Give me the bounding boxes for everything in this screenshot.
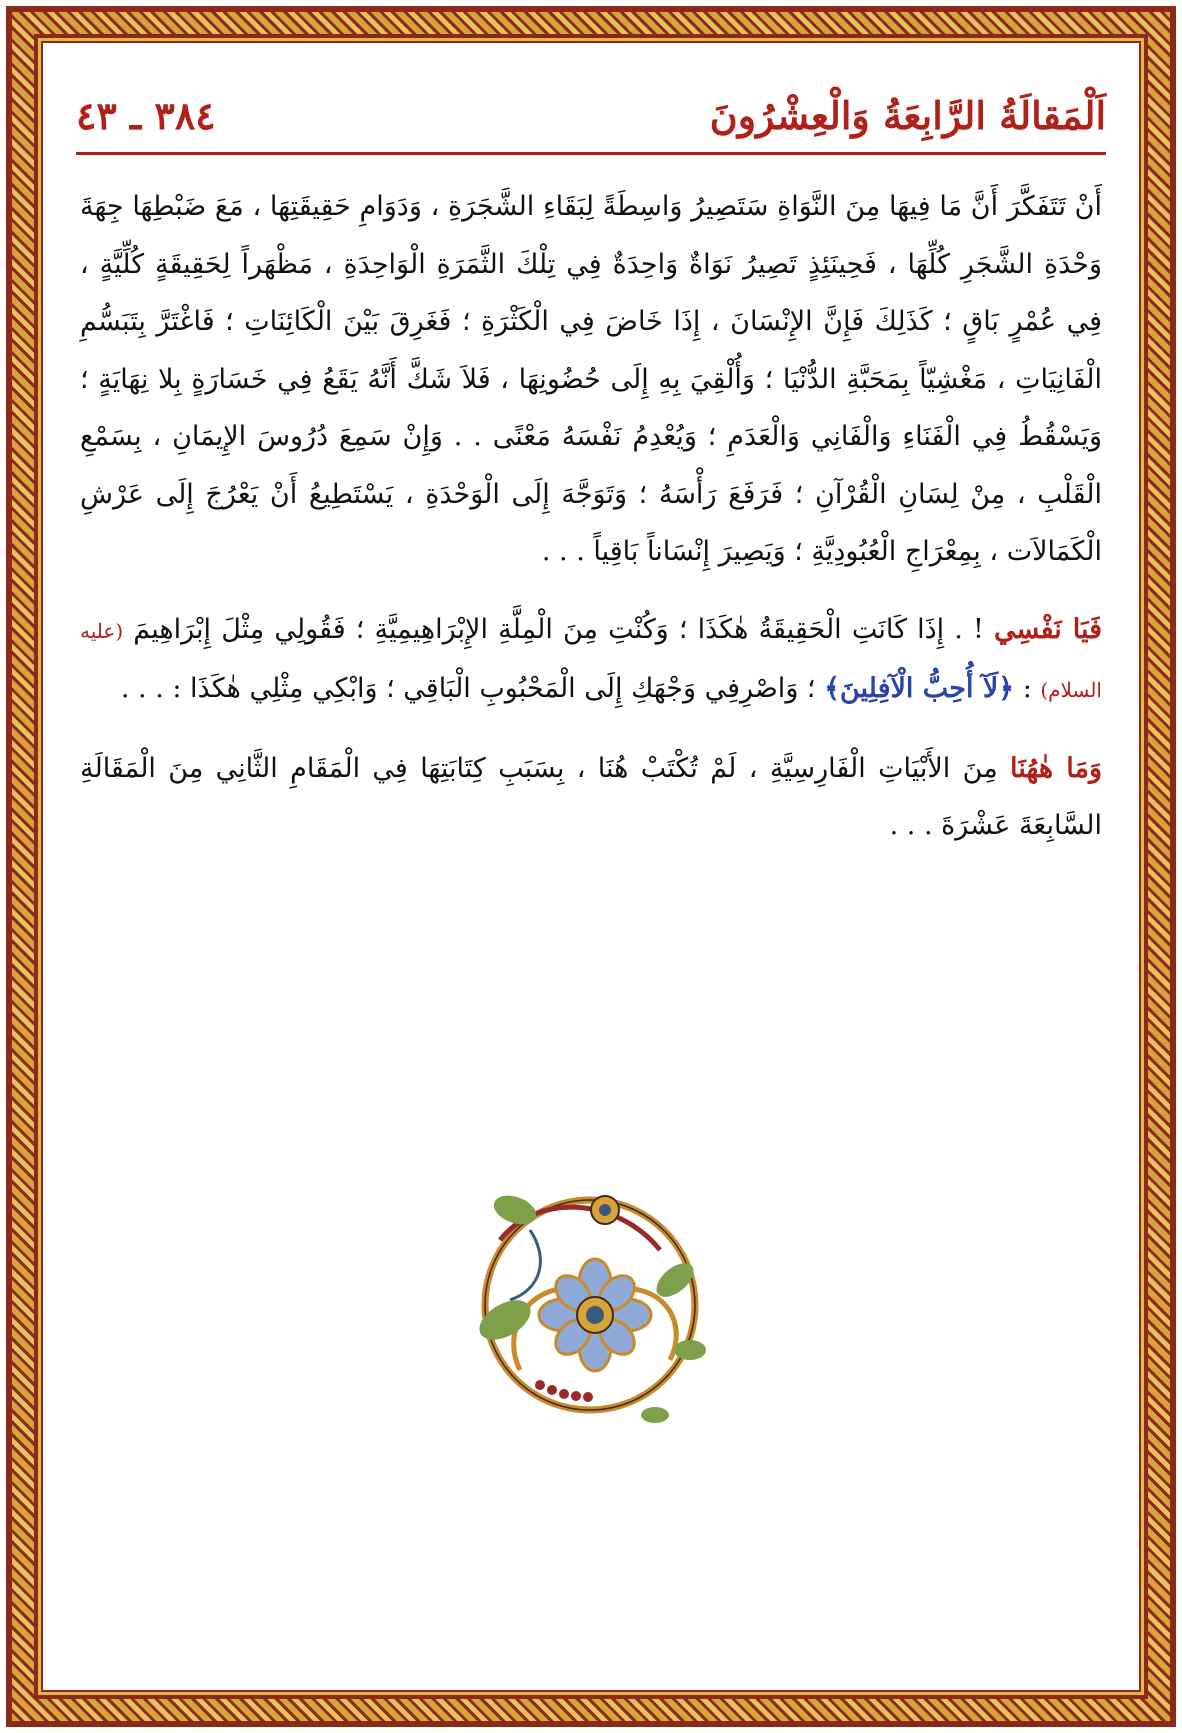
paragraph-2-text-c: ؛ وَاصْرِفِي وَجْهَكِ إِلَى الْمَحْبُوبِ الْبَاقِي ؛ وَابْكِي مِثْلِي هٰكَذَا : . . . (120, 673, 825, 704)
page-header (76, 78, 1106, 138)
floral-ornament-icon (460, 1170, 720, 1430)
paragraph-2 (80, 601, 1102, 720)
paragraph-2-lead: فَيَا نَفْسِي (993, 613, 1102, 645)
honorific-mark: (عليه السلام) (80, 618, 1102, 702)
paragraph-1: أَنْ تَتَفَكَّرَ أَنَّ مَا فِيهَا مِنَ النَّوَاةِ سَتَصِيرُ وَاسِطَةً لِبَقَاءِ الشَّجَرَةِ ، وَدَوَامِ حَقِيقَتِهَا ، مَعَ ضَبْطِهَا جِهَةَ وَحْدَةِ الشَّجَرِ كُلِّهَا ، فَحِينَئِذٍ تَصِيرُ نَوَاةٌ وَاحِدَةٌ فِي تِلْكَ الثَّمَرَةِ الْوَاحِدَةِ ، مَظْهَراً لِحَقِيقَةٍ كُلِّيَّةٍ ، فِي عُمْرٍ بَاقٍ ؛ كَذَلِكَ فَإِنَّ الإِنْسَانَ ، إِذَا خَاضَ فِي الْكَثْرَةِ ؛ فَغَرِقَ بَيْنَ الْكَائِنَاتِ ؛ فَاغْتَرَّ بِتَبَسُّمِ الْفَانِيَاتِ ، مَغْشِيّاً بِمَحَبَّةِ الدُّنْيَا ؛ وَأُلْقِيَ بِهِ إِلَى حُضُونِهَا ، فَلاَ شَكَّ أَنَّهُ يَقَعُ فِي خَسَارَةٍ بِلا نِهَايَةٍ ؛ وَيَسْقُطُ فِي الْفَنَاءِ وَالْفَانِي وَالْعَدَمِ ؛ وَيُعْدِمُ نَفْسَهُ مَعْنًى . . وَإِنْ سَمِعَ دُرُوسَ الإِيمَانِ ، بِسَمْعِ الْقَلْبِ ، مِنْ لِسَانِ الْقُرْآنِ ؛ فَرَفَعَ رَأْسَهُ ؛ وَتَوَجَّهَ إِلَى الْوَحْدَةِ ، يَسْتَطِيعُ أَنْ يَعْرُجَ إِلَى عَرْشِ الْكَمَالاَت ، بِمِعْرَاجِ الْعُبُودِيَّةِ ؛ وَيَصِيرَ إِنْسَاناً بَاقِياً . . . (80, 191, 1102, 567)
paragraph-3-text: مِنَ الأَبْيَاتِ الْفَارِسِيَّةِ ، لَمْ تُكْتَبْ هُنَا ، بِسَبَبِ كِتَابَتِهَا فِي الْمَقَامِ الثَّانِي مِنَ الْمَقَالَةِ السَّابِعَةَ عَشْرَةَ . . . (80, 752, 1102, 841)
page-number: ٣٨٤ ـ ٤٣ (76, 93, 216, 138)
header-divider (76, 152, 1106, 155)
chapter-title: اَلْمَقالَةُ الرَّابِعَةُ وَالْعِشْرُونَ (709, 93, 1106, 138)
page-body (80, 178, 1102, 875)
paragraph-3-lead: وَمَا هٰهُنَا (1010, 752, 1102, 784)
paragraph-2-text-a: ! . إِذَا كَانَتِ الْحَقِيقَةُ هٰكَذَا ؛ وَكُنْتِ مِنَ الْمِلَّةِ الإِبْرَاهِيمِيَّةِ ؛ فَقُولِي مِثْلَ إِبْرَاهِيمَ (123, 613, 994, 645)
paragraph-2-text-b: : (1014, 673, 1041, 704)
quran-quote: ﴿لَآ أُحِبُّ الْآفِلِينَ﴾ (824, 673, 1015, 704)
paragraph-3 (80, 740, 1102, 855)
